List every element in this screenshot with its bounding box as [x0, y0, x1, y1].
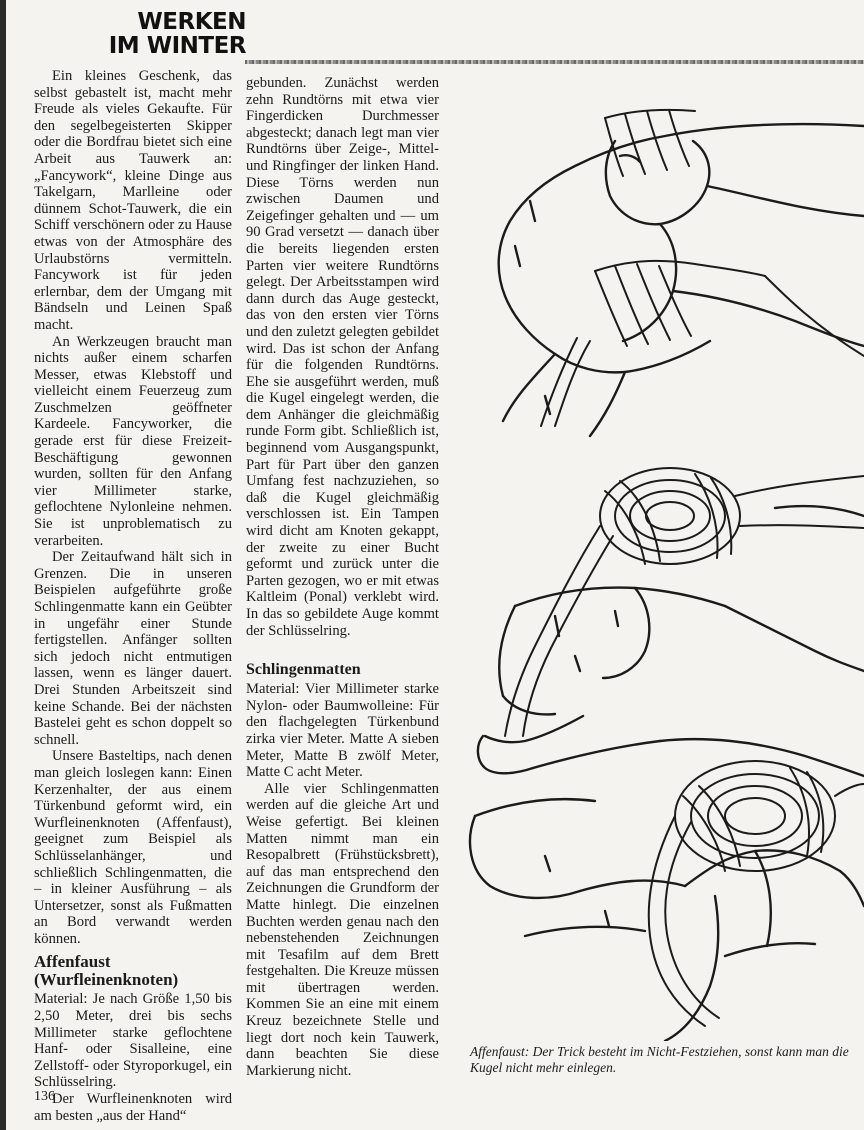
subheading-affenfaust-line2: (Wurfleinenknoten)	[34, 970, 179, 990]
text-column-1	[34, 68, 232, 1124]
subheading-affenfaust	[34, 953, 232, 989]
subheading-affenfaust-line1: Affenfaust	[34, 952, 111, 972]
paragraph-tools: An Werkzeugen braucht man nichts außer einem scharfen Messer, etwas Klebstoff und vielleicht einem Feuerzeug zum Zuschmelzen geöffneter Kardeele. Fancyworker, die gerade erst für diese Freizeit-Beschäftigung gewonnen wurden, sollten für den Anfang vier Millimeter starke, geflochtene Nylonleine nehmen. Sie ist unproblematisch zu verarbeiten.	[34, 333, 232, 549]
paragraph-affenfaust-steps: gebunden. Zunächst werden zehn Rundtörns mit etwa vier Fingerdicken Durchmesser abgesteckt; danach legt man vier Rundtörns über Zeige-, Mittel- und Ringfinger der linken Hand. Diese Törns werden nun zwischen Daumen und Zeigefinger gehalten und — um 90 Grad versetzt — danach über die bereits liegenden ersten Parten vier weitere Rundtörns gelegt. Der Arbeitsstampen wird dann durch das Auge gesteckt, das von den ersten vier Törns und den zuletzt gelegten gebildet wird. Das ist schon der Anfang für die folgenden Rundtörns. Ehe sie ausgeführt werden, muß die Kugel eingelegt werden, die dem Anhänger die gleichmäßig runde Form gibt. Schließlich ist, beginnend vom Ausgangspunkt, Part für Part über den ganzen Umfang fest nachzuziehen, so daß die Kugel gleichmäßig verschlossen ist. Ein Tampen wird dicht am Knoten gekappt, der zweite zu einer Bucht geformt und zurück unter die Parten gezogen, wo er mit etwas Kaltleim (Ponal) verklebt wird. In das so gebildete Auge kommt der Schlüsselring.	[246, 75, 439, 639]
headline-line-1: WERKEN	[137, 9, 246, 35]
page-number: 136	[34, 1089, 55, 1104]
paragraph-schlingenmatten-material: Material: Vier Millimeter starke Nylon- oder Baumwolleine: Für den flachgelegten Türkenbund zirka vier Meter. Matte A sieben Meter, Matte B zwölf Meter, Matte C acht Meter.	[246, 681, 439, 781]
subheading-schlingenmatten: Schlingenmatten	[246, 661, 361, 679]
paragraph-tips: Unsere Basteltips, nach denen man gleich loslegen kann: Einen Kerzenhalter, der aus einem Türkenbund geformt wird, ein Wurfleinenknoten (Affenfaust), geeignet zum Beispiel als Schlüsselanhänger, und schließlich Schlingenmatten, die – in kleiner Ausführung – als Untersetzer, sonst als Fußmatten an Bord verwandt werden können.	[34, 748, 232, 947]
illustration-caption: Affenfaust: Der Trick besteht im Nicht-Festziehen, sonst kann man die Kugel nicht mehr einlegen.	[470, 1044, 849, 1075]
paragraph-affenfaust-material: Material: Je nach Größe 1,50 bis 2,50 Meter, drei bis sechs Millimeter starke geflochtene Hanf- oder Sisalleine, eine Zellstoff- oder Styroporkugel, ein Schlüsselring.	[34, 991, 232, 1091]
paragraph-schlingenmatten-steps: Alle vier Schlingenmatten werden auf die gleiche Art und Weise gefertigt. Bei kleinen Matten nimmt man ein Resopalbrett (Frühstücksbrett), auf das man entsprechend den Zeichnungen die Grundform der Matte hinlegt. Die einzelnen Buchten werden genau nach den nebenstehenden Zeichnungen mit Tesafilm auf dem Brett festgehalten. Die Kreuze müssen mit übertragen werden. Kommen Sie an eine mit einem Kreuz bezeichnete Stelle und liegt dort noch kein Tauwerk, dann beachten Sie diese Markierung nicht.	[246, 780, 439, 1079]
knot-illustration	[455, 96, 864, 1041]
rope-coils-1	[541, 110, 864, 426]
page-edge	[0, 0, 6, 1130]
paragraph-affenfaust-start: Der Wurfleinenknoten wird am besten „aus der Hand“	[34, 1091, 232, 1124]
monkey-fist-knot-3	[649, 761, 864, 1026]
top-rule	[245, 60, 864, 64]
headline-line-2: IM WINTER	[108, 33, 246, 59]
paragraph-intro: Ein kleines Geschenk, das selbst gebastelt ist, macht mehr Freude als vieles Gekaufte. Für den segelbegeisterten Skipper oder die Bordfrau bietet sich eine Arbeit aus Tauwerk an: „Fancywork“, kleine Dinge aus Takelgarn, Marlleine oder dünnem Schot-Tauwerk, die ein Schiff verschönern oder zu Hause etwas von der Atmosphäre des Urlaubstörns vermitteln. Fancywork ist für jeden erlernbar, dem der Umgang mit Bändseln und Leinen Spaß macht.	[34, 68, 232, 333]
paragraph-time: Der Zeitaufwand hält sich in Grenzen. Die in unseren Beispielen aufgeführte große Schlingenmatte kann ein Geübter in ungefähr einer Stunde fertigstellen. Anfänger sollten sich jedoch nicht entmutigen lassen, wenn es länger dauert. Drei Stunden Arbeitszeit sind keine Schande. Bei der nächsten Bastelei geht es schon doppelt so schnell.	[34, 549, 232, 748]
hand-2-drawing	[478, 506, 864, 776]
monkey-fist-knot-2	[505, 468, 864, 736]
text-column-2	[246, 75, 439, 1079]
section-headline	[96, 10, 246, 58]
